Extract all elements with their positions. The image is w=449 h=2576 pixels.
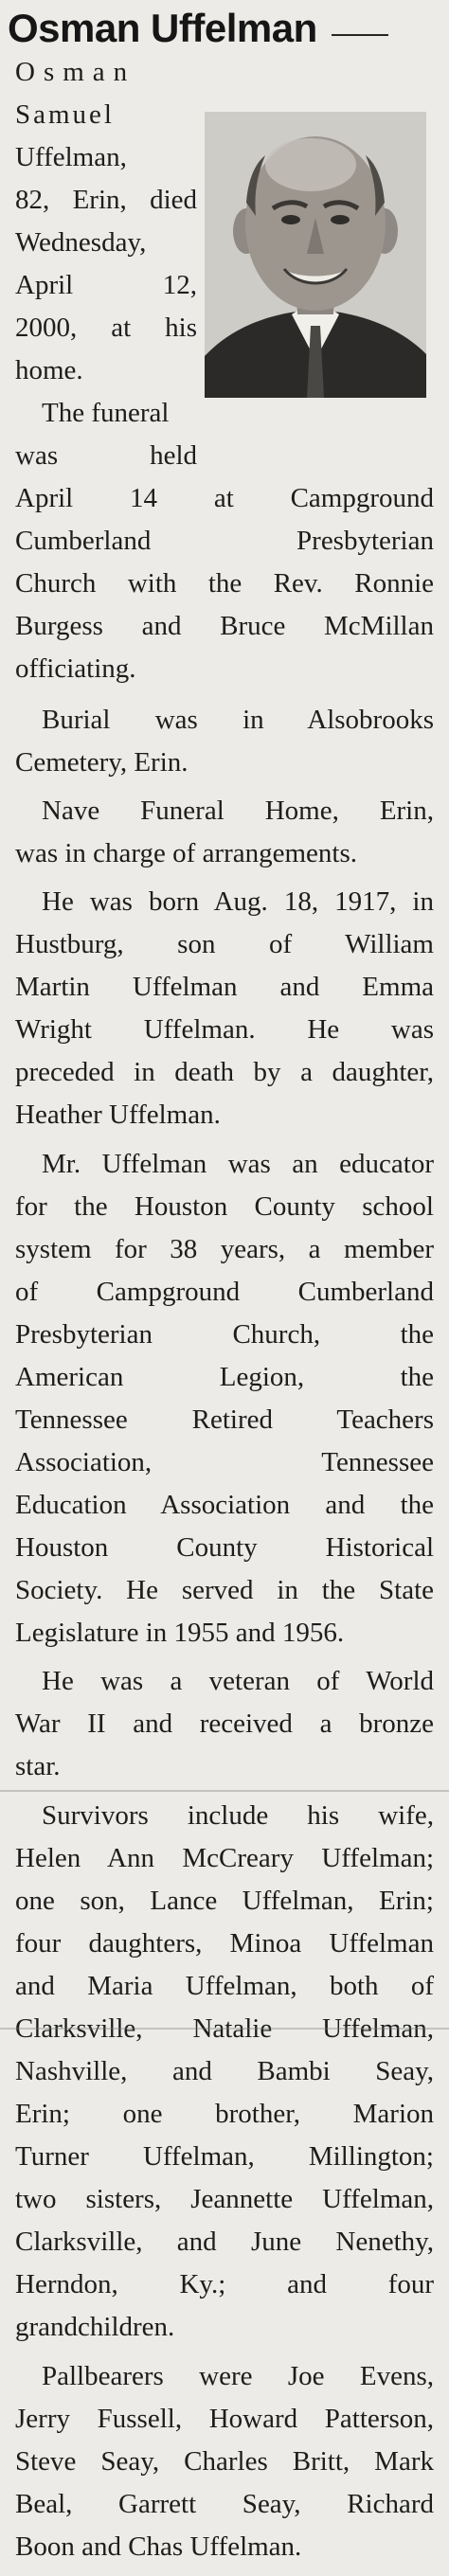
article-line: was in charge of arrangements. — [15, 838, 358, 868]
article-line: Association, Tennessee — [15, 1447, 434, 1477]
article-line: Tennessee Retired Teachers — [15, 1404, 434, 1435]
article-line: He was a veteran of World — [42, 1666, 434, 1696]
article-line: Society. He served in the State — [15, 1575, 434, 1605]
article-line: War II and received a bronze — [15, 1708, 434, 1739]
article-line: preceded in death by a daughter, — [15, 1057, 434, 1087]
article-line: Legislature in 1955 and 1956. — [15, 1618, 345, 1648]
headline-rule — [332, 34, 388, 36]
article-line: officiating. — [15, 653, 136, 684]
headline: Osman Uffelman — [8, 6, 317, 50]
article-line: The funeral — [42, 398, 170, 428]
article-line: Erin; one brother, Marion — [15, 2099, 434, 2129]
page-fold — [0, 2028, 449, 2030]
article-line: and Maria Uffelman, both of — [15, 1971, 434, 2001]
article-line: two sisters, Jeannette Uffelman, — [15, 2184, 434, 2214]
article-line: April 12, — [15, 270, 197, 300]
article-line: Pallbearers were Joe Evens, — [42, 2361, 434, 2391]
article-line: Burgess and Bruce McMillan — [15, 611, 434, 641]
article-line: Samuel — [15, 99, 115, 130]
article-line: Turner Uffelman, Millington; — [15, 2141, 434, 2172]
article-line: four daughters, Minoa Uffelman — [15, 1928, 434, 1959]
article-line: Nave Funeral Home, Erin, — [42, 796, 434, 826]
page-fold — [0, 1790, 449, 1792]
article-line: Wednesday, — [15, 227, 147, 258]
article-line: system for 38 years, a member — [15, 1234, 434, 1264]
article-line: Church with the Rev. Ronnie — [15, 568, 434, 599]
portrait-photo — [205, 112, 426, 398]
article-line: Nashville, and Bambi Seay, — [15, 2056, 434, 2086]
article-line: of Campground Cumberland — [15, 1277, 434, 1307]
article-line: Clarksville, Natalie Uffelman, — [15, 2013, 434, 2044]
article-line: Jerry Fussell, Howard Patterson, — [15, 2404, 434, 2434]
article-line: Cumberland Presbyterian — [15, 526, 434, 556]
article-line: Survivors include his wife, — [42, 1800, 434, 1831]
article-line: grandchildren. — [15, 2312, 175, 2342]
article-line: Martin Uffelman and Emma — [15, 972, 434, 1002]
article-line: Houston County Historical — [15, 1532, 434, 1563]
article-line: Wright Uffelman. He was — [15, 1014, 434, 1045]
article-line: Burial was in Alsobrooks — [42, 705, 434, 735]
article-line: Mr. Uffelman was an educator — [42, 1149, 434, 1179]
article-line: home. — [15, 355, 83, 385]
article-line: one son, Lance Uffelman, Erin; — [15, 1886, 434, 1916]
article-line: Osman — [15, 57, 136, 87]
article-line: 2000, at his — [15, 313, 197, 343]
article-line: Hustburg, son of William — [15, 929, 434, 959]
article-line: Herndon, Ky.; and four — [15, 2269, 434, 2299]
portrait-icon — [205, 112, 426, 398]
article-line: Heather Uffelman. — [15, 1100, 221, 1130]
article-line: Boon and Chas Uffelman. — [15, 2531, 302, 2562]
article-line: Helen Ann McCreary Uffelman; — [15, 1843, 434, 1873]
article-line: 82, Erin, died — [15, 185, 197, 215]
article-line: star. — [15, 1751, 61, 1781]
article-line: Uffelman, — [15, 142, 127, 172]
article-line: Steve Seay, Charles Britt, Mark — [15, 2446, 434, 2477]
article-line: April 14 at Campground — [15, 483, 434, 513]
article-line: Cemetery, Erin. — [15, 747, 189, 778]
article-line: Beal, Garrett Seay, Richard — [15, 2489, 434, 2519]
article-line: Education Association and the — [15, 1490, 434, 1520]
article-line: Clarksville, and June Nenethy, — [15, 2227, 434, 2257]
article-line: American Legion, the — [15, 1362, 434, 1392]
article-line: He was born Aug. 18, 1917, in — [42, 886, 434, 917]
article-line: was held — [15, 440, 197, 471]
article-line: for the Houston County school — [15, 1191, 434, 1222]
article-line: Presbyterian Church, the — [15, 1319, 434, 1350]
